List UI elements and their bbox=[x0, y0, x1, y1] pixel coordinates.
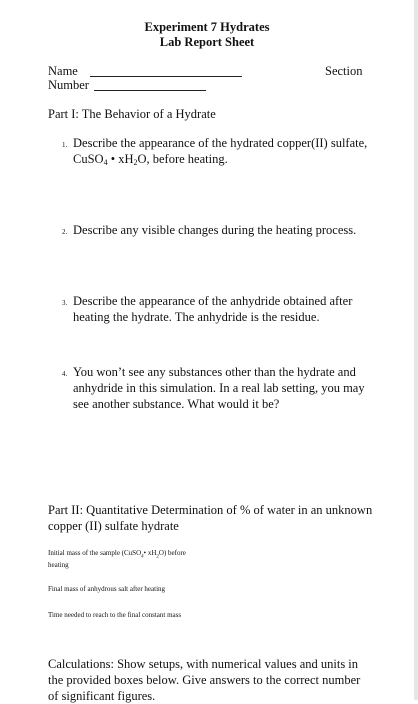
question-formula-line bbox=[73, 151, 373, 171]
label-part: • xH bbox=[143, 549, 157, 557]
name-field[interactable] bbox=[90, 76, 242, 77]
question-number: 4. bbox=[62, 370, 68, 378]
calc-line: the provided boxes below. Give answers to the correct number bbox=[48, 673, 361, 687]
label-part: Initial mass of the sample (CuSO bbox=[48, 549, 142, 557]
label-subscript: 4 bbox=[141, 554, 144, 560]
formula-subscript: 2 bbox=[133, 158, 138, 167]
part2-heading-line: Part II: Quantitative Determination of % of water in an unknown bbox=[48, 503, 373, 517]
part2-heading-line: copper (II) sulfate hydrate bbox=[48, 519, 179, 533]
number-label: Number bbox=[48, 78, 89, 92]
number-field[interactable] bbox=[94, 90, 206, 91]
final-mass-label: Final mass of anhydrous salt after heating bbox=[48, 585, 166, 593]
formula-part: CuSO bbox=[73, 152, 104, 166]
question-text-line: anhydride in this simulation. In a real lab setting, you may bbox=[73, 381, 365, 395]
question-number: 3. bbox=[62, 299, 68, 307]
label-part: O) before bbox=[158, 549, 186, 557]
formula-part: O, before heating. bbox=[137, 152, 228, 166]
page-edge bbox=[414, 0, 418, 700]
report-title: Experiment 7 Hydrates bbox=[144, 20, 270, 34]
question-number: 1. bbox=[62, 141, 68, 149]
question-3 bbox=[62, 293, 373, 325]
part2-heading bbox=[48, 502, 388, 534]
question-text-line: You won’t see any substances other than the hydrate and bbox=[73, 365, 356, 379]
formula-subscript: 4 bbox=[103, 158, 108, 167]
question-text-line: Describe any visible changes during the heating process. bbox=[73, 223, 357, 237]
question-number: 2. bbox=[62, 228, 68, 236]
initial-mass-label bbox=[48, 549, 186, 570]
calc-line: of significant figures. bbox=[48, 689, 156, 703]
calc-line: Calculations: Show setups, with numerical values and units in bbox=[48, 657, 359, 671]
question-text-line: see another substance. What would it be? bbox=[73, 397, 280, 411]
formula-part: • xH bbox=[107, 152, 134, 166]
name-label: Name bbox=[48, 64, 78, 78]
question-text-line: Describe the appearance of the anhydride obtained after bbox=[73, 294, 353, 308]
part1-heading: Part I: The Behavior of a Hydrate bbox=[48, 107, 216, 121]
section-label: Section bbox=[325, 64, 363, 78]
calculations-instructions bbox=[48, 656, 378, 704]
question-2 bbox=[62, 222, 393, 238]
question-text-line: heating the hydrate. The anhydride is the residue. bbox=[73, 310, 320, 324]
label-subscript: 2 bbox=[156, 554, 159, 560]
label-line: heating bbox=[48, 561, 69, 570]
question-1 bbox=[62, 135, 373, 171]
time-needed-label: Time needed to reach to the final constant mass bbox=[48, 611, 182, 619]
report-subtitle: Lab Report Sheet bbox=[159, 35, 255, 49]
question-text-line: Describe the appearance of the hydrated copper(II) sulfate, bbox=[73, 136, 368, 150]
question-4 bbox=[62, 364, 393, 412]
